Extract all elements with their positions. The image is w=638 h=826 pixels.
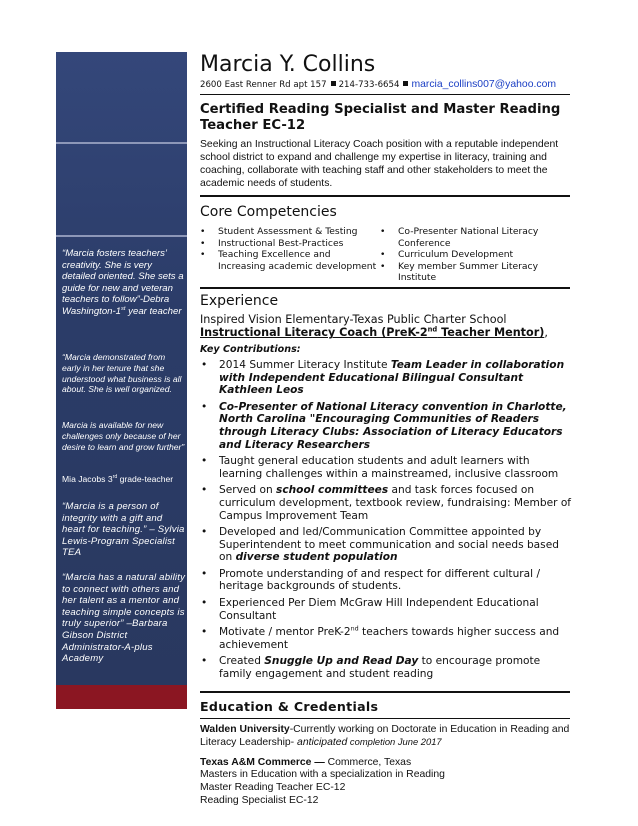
candidate-name: Marcia Y. Collins	[200, 52, 376, 77]
competencies-list	[200, 226, 575, 284]
list-item: • Curriculum Development	[380, 249, 570, 261]
sidebar-quote-2: “Marcia demonstrated from early in her tenure that she understood what business is all about. She is well organized.	[62, 352, 182, 395]
sidebar-divider	[56, 142, 187, 144]
contributions-heading: Key Contributions:	[200, 343, 301, 355]
resume-main	[200, 52, 575, 807]
sidebar-quote-3: Marcia is available for new challenges only because of her desire to learn and grow further”	[62, 420, 185, 452]
list-item: • Co-Presenter of National Literacy convention in Charlotte, North Carolina "Encouraging Communities of Readers through Literacy Clubs: Association of Literacy Educators and Literacy Researchers	[200, 401, 575, 451]
email-link[interactable]: marcia_collins007@yahoo.com	[411, 79, 557, 90]
job-role: Instructional Literacy Coach (PreK-2nd Teacher Mentor),	[200, 325, 548, 340]
education-walden: Walden University-Currently working on Doctorate in Education in Reading and Literacy Leadership- anticipated completion June 2017	[200, 723, 570, 749]
square-bullet-icon	[403, 81, 408, 86]
list-item: • Student Assessment & Testing	[200, 226, 380, 238]
divider	[200, 195, 570, 197]
experience-heading: Experience	[200, 292, 279, 309]
list-item: • Taught general education students and adult learners with learning challenges within a mainstreamed, inclusive classroom	[200, 455, 575, 480]
contributions-list	[200, 359, 575, 681]
list-item: • Co-Presenter National Literacy Conference	[380, 226, 570, 249]
list-item: Masters in Education with a specialization in Reading	[200, 769, 445, 781]
list-item: • Instructional Best-Practices	[200, 238, 380, 250]
list-item: • Teaching Excellence and Increasing academic development	[200, 249, 380, 272]
list-item: Master Reading Teacher EC-12	[200, 782, 346, 793]
divider	[200, 718, 570, 719]
competencies-heading: Core Competencies	[200, 204, 337, 220]
resume-title: Certified Reading Specialist and Master Reading Teacher EC-12	[200, 102, 561, 133]
divider	[200, 691, 570, 693]
sidebar-quote-1: “Marcia fosters teachers’ creativity. She is very detailed oriented. She sets a guide for new and veteran teachers to follow”-Debra Washington-1st year teacher	[62, 248, 184, 317]
list-item: Reading Specialist EC-12	[200, 794, 319, 806]
education-heading: Education & Credentials	[200, 698, 379, 714]
list-item: • Developed and led/Communication Committee appointed by Superintendent to meet communication and social needs based on diverse student population	[200, 526, 575, 564]
contact-line	[200, 79, 575, 91]
list-item: • Experienced Per Diem McGraw Hill Independent Educational Consultant	[200, 597, 575, 622]
phone: 214-733-6654	[338, 80, 400, 90]
divider	[200, 287, 570, 289]
sidebar-quote-4: “Marcia is a person of integrity with a gift and heart for teaching.” – Sylvia Lewis-Program Specialist TEA	[62, 501, 185, 559]
sidebar-panel	[56, 52, 187, 709]
square-bullet-icon	[331, 81, 336, 86]
list-item: • 2014 Summer Literacy Institute Team Leader in collaboration with Independent Educational Bilingual Consultant Kathleen Leos	[200, 359, 575, 397]
list-item: • Created Snuggle Up and Read Day to encourage promote family engagement and student reading	[200, 655, 575, 680]
sidebar-divider	[56, 235, 187, 237]
address: 2600 East Renner Rd apt 157	[200, 80, 327, 90]
objective-text: Seeking an Instructional Literacy Coach position with a reputable independent school district to expand and challenge my expertise in literacy, training and coaching, collaborate with teaching staff and other stakeholders to meet the academic needs of students.	[200, 139, 559, 189]
list-item: • Motivate / mentor PreK-2nd teachers towards higher success and achievement	[200, 626, 575, 651]
divider	[200, 94, 570, 95]
sidebar-quote-3-author: Mia Jacobs 3rd grade-teacher	[62, 474, 174, 484]
list-item: • Promote understanding of and respect for different cultural / heritage backgrounds of students.	[200, 568, 575, 593]
education-tamu: Texas A&M Commerce — Commerce, Texas Masters in Education with a specialization in Reading Master Reading Teacher EC-12 Reading Specialist EC-12	[200, 757, 575, 807]
list-item: • Key member Summer Literacy Institute	[380, 261, 570, 284]
employer: Inspired Vision Elementary-Texas Public Charter School	[200, 312, 507, 326]
sidebar-quote-5: “Marcia has a natural ability to connect with others and her talent as a mentor and teaching simple concepts is truly superior” –Barbara Gibson District Administrator-A-plus Academy	[62, 572, 186, 665]
sidebar-red-band	[56, 685, 187, 709]
list-item: • Served on school committees and task forces focused on curriculum development, textbook review, fundraising: Member of Campus Improvement Team	[200, 484, 575, 522]
